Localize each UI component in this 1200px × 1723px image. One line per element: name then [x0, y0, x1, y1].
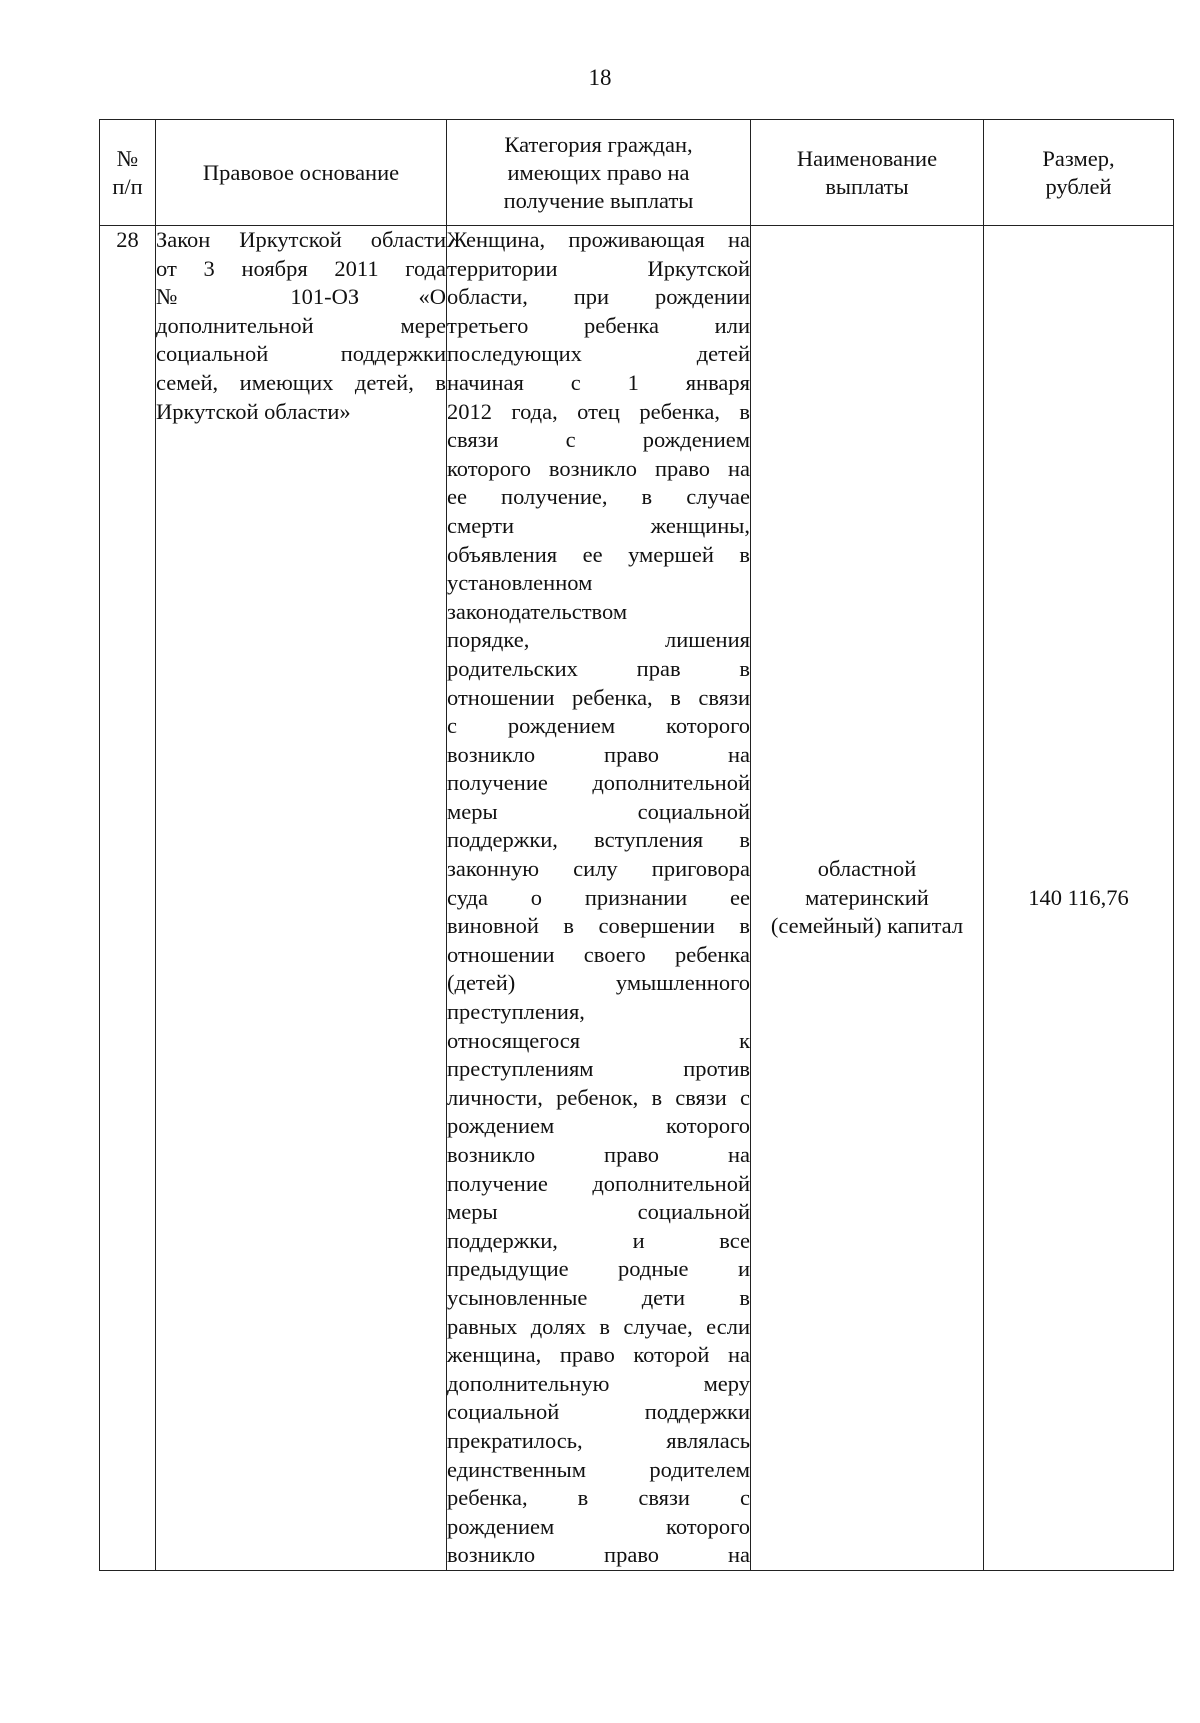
payment-name-line: материнский [805, 884, 929, 910]
category-line: 2012 года, отец ребенка, в [447, 398, 750, 424]
category-line: рождением которого [447, 1513, 750, 1539]
law-line: семей, имеющих детей, в [156, 369, 446, 395]
category-line: законодательством [447, 598, 628, 624]
law-line: дополнительной мере [156, 312, 446, 338]
page-number: 18 [588, 65, 612, 90]
category-line: возникло право на [447, 1542, 750, 1568]
header-category-line: Категория граждан, [504, 131, 693, 157]
category-line: (детей) умышленного [447, 970, 750, 996]
category-line: родительских прав в [447, 655, 750, 681]
category-line: поддержки, и все [447, 1227, 750, 1253]
header-category-line: получение выплаты [503, 187, 694, 213]
category-line: равных долях в случае, если [447, 1313, 750, 1339]
category-line: преступления, [447, 999, 585, 1025]
category-line: порядке, лишения [447, 627, 750, 653]
category-line: территории Иркутской [447, 255, 750, 281]
payment-name-line: областной [817, 856, 917, 882]
header-num-line: № [116, 145, 139, 171]
header-num [100, 120, 156, 226]
category-line: возникло право на [447, 741, 750, 767]
category-line: виновной в совершении в [447, 913, 750, 939]
category-line: законную силу приговора [447, 856, 750, 882]
category-line: социальной поддержки [447, 1399, 750, 1425]
category-line: рождением которого [447, 1113, 750, 1139]
payment-name-line: (семейный) капитал [770, 913, 964, 939]
header-size-line: рублей [1045, 173, 1112, 199]
category-line: ее получение, в случае [447, 484, 750, 510]
category-line: Женщина, проживающая на [447, 227, 750, 252]
category-line: с рождением которого [447, 713, 750, 739]
category-line: меры социальной [447, 1199, 750, 1225]
category-line: установленном [447, 570, 593, 596]
category-line: личности, ребенок, в связи с [447, 1084, 750, 1110]
law-line: Иркутской области» [156, 398, 351, 424]
law-line: социальной поддержки [156, 341, 446, 367]
category-line: дополнительную меру [447, 1370, 750, 1396]
header-name [751, 120, 984, 226]
category-line: единственным родителем [447, 1456, 750, 1482]
category-line: суда о признании ее [447, 884, 750, 910]
header-law-text: Правовое основание [202, 159, 400, 185]
category-line: женщина, право которой на [447, 1342, 750, 1368]
row-payment-size: 140 116,76 [984, 226, 1174, 1571]
category-line: объявления ее умершей в [447, 541, 750, 567]
category-line: получение дополнительной [447, 770, 750, 796]
header-category-line: имеющих право на [507, 159, 690, 185]
category-line: относящегося к [447, 1027, 750, 1053]
category-line: прекратилось, являлась [447, 1427, 750, 1453]
table-row [100, 226, 1174, 1571]
law-line: Закон Иркутской области [156, 227, 446, 252]
category-line: возникло право на [447, 1142, 750, 1167]
category-line: ребенка, в связи с [447, 1485, 750, 1511]
law-line: № 101-ОЗ «О [156, 284, 446, 310]
category-line: усыновленные дети в [447, 1284, 750, 1310]
header-size [984, 120, 1174, 226]
row-citizen-category [447, 226, 751, 1571]
row-payment-name [751, 226, 984, 1571]
category-line: третьего ребенка или [447, 312, 750, 338]
table-header-row [100, 120, 1174, 226]
category-line: отношении ребенка, в связи [447, 684, 750, 710]
category-line: области, при рождении [447, 284, 750, 310]
category-line: последующих детей [447, 341, 750, 367]
header-law [156, 120, 447, 226]
row-number: 28 [100, 226, 156, 1571]
category-line: меры социальной [447, 798, 750, 824]
category-line: предыдущие родные и [447, 1256, 750, 1282]
category-line: начиная с 1 января [447, 369, 750, 395]
header-name-line: выплаты [825, 173, 909, 199]
category-line: которого возникло право на [447, 455, 750, 481]
header-name-line: Наименование [796, 145, 938, 171]
category-line: получение дополнительной [447, 1170, 750, 1196]
law-line: от 3 ноября 2011 года [156, 255, 446, 281]
benefits-table [99, 119, 1174, 1571]
row-legal-basis [156, 226, 447, 1571]
category-line: отношении своего ребенка [447, 941, 750, 967]
category-line: связи с рождением [447, 427, 750, 453]
category-line: смерти женщины, [447, 512, 750, 538]
category-line: поддержки, вступления в [447, 827, 750, 853]
header-num-line: п/п [112, 173, 143, 199]
header-category [447, 120, 751, 226]
category-line: преступлениям против [447, 1056, 750, 1082]
header-size-line: Размер, [1042, 145, 1115, 171]
